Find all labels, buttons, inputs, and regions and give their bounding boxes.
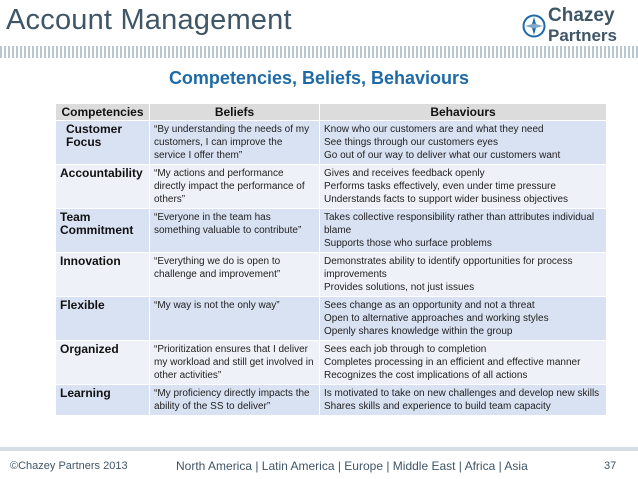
- belief-cell: “My actions and performance directly impact the performance of others”: [150, 165, 320, 209]
- behaviour-item: Go out of our way to deliver what our customers want: [324, 150, 561, 161]
- title-divider: [0, 46, 638, 58]
- table-body: [56, 121, 607, 416]
- competency-cell: Customer Focus: [56, 121, 150, 165]
- logo-line-2: Partners: [548, 26, 617, 45]
- belief-cell: “Everything we do is open to challenge and improvement”: [150, 253, 320, 297]
- competency-cell: Learning: [56, 385, 150, 416]
- chazey-logo: [522, 6, 634, 50]
- slide-subtitle: Competencies, Beliefs, Behaviours: [168, 68, 470, 88]
- table-row: [56, 165, 607, 209]
- behaviour-item: Provides solutions, not just issues: [324, 282, 475, 293]
- behaviour-item: Demonstrates ability to identify opportunities for process improvements: [324, 256, 573, 280]
- competency-cell: Team Commitment: [56, 209, 150, 253]
- behaviour-item: Gives and receives feedback openly: [324, 168, 485, 179]
- header-competencies: Competencies: [56, 104, 150, 121]
- behaviour-item: Is motivated to take on new challenges and develop new skills: [324, 388, 600, 399]
- footer-divider: [0, 447, 638, 451]
- behaviour-item: Completes processing in an efficient and effective manner: [324, 357, 581, 368]
- behaviour-item: Open to alternative approaches and working styles: [324, 313, 549, 324]
- table-row: [56, 341, 607, 385]
- behaviour-item: Sees each job through to completion: [324, 344, 487, 355]
- table-row: [56, 297, 607, 341]
- table-row: [56, 385, 607, 416]
- competency-cell: Accountability: [56, 165, 150, 209]
- behaviours-cell: [320, 297, 607, 341]
- behaviour-item: Understands facts to support wider business objectives: [324, 194, 569, 205]
- behaviours-cell: [320, 253, 607, 297]
- behaviour-item: Recognizes the cost implications of all actions: [324, 370, 528, 381]
- belief-cell: “My proficiency directly impacts the ability of the SS to deliver”: [150, 385, 320, 416]
- header-beliefs: Beliefs: [150, 104, 320, 121]
- logo-line-1: Chazey: [548, 5, 615, 26]
- footer-copyright: ©Chazey Partners 2013: [10, 460, 128, 472]
- footer-regions: North America | Latin America | Europe | Middle East | Africa | Asia: [176, 459, 528, 473]
- competency-cell: Innovation: [56, 253, 150, 297]
- behaviours-cell: [320, 165, 607, 209]
- table-header-row: [56, 104, 607, 121]
- behaviour-item: Openly shares knowledge within the group: [324, 326, 513, 337]
- table-row: [56, 209, 607, 253]
- belief-cell: “By understanding the needs of my customers, I can improve the service I offer them”: [150, 121, 320, 165]
- behaviours-cell: [320, 121, 607, 165]
- page-title: Account Management: [6, 4, 292, 36]
- belief-cell: “My way is not the only way”: [150, 297, 320, 341]
- table-row: [56, 253, 607, 297]
- behaviour-item: Performs tasks effectively, even under time pressure: [324, 181, 556, 192]
- behaviour-item: Sees change as an opportunity and not a threat: [324, 300, 535, 311]
- behaviours-cell: [320, 385, 607, 416]
- behaviour-item: Supports those who surface problems: [324, 238, 492, 249]
- behaviour-item: Shares skills and experience to build team capacity: [324, 401, 551, 412]
- belief-cell: “Prioritization ensures that I deliver my workload and still get involved in other activities”: [150, 341, 320, 385]
- table-row: [56, 121, 607, 165]
- behaviours-cell: [320, 209, 607, 253]
- competency-cell: Organized: [56, 341, 150, 385]
- behaviour-item: Takes collective responsibility rather than attributes individual blame: [324, 212, 595, 236]
- behaviour-item: Know who our customers are and what they need: [324, 124, 544, 135]
- belief-cell: “Everyone in the team has something valuable to contribute”: [150, 209, 320, 253]
- header-behaviours: Behaviours: [320, 104, 607, 121]
- page-number: 37: [604, 460, 617, 472]
- behaviour-item: See things through our customers eyes: [324, 137, 498, 148]
- compass-logo-icon: [522, 14, 546, 38]
- competency-table: [55, 103, 607, 416]
- behaviours-cell: [320, 341, 607, 385]
- competency-cell: Flexible: [56, 297, 150, 341]
